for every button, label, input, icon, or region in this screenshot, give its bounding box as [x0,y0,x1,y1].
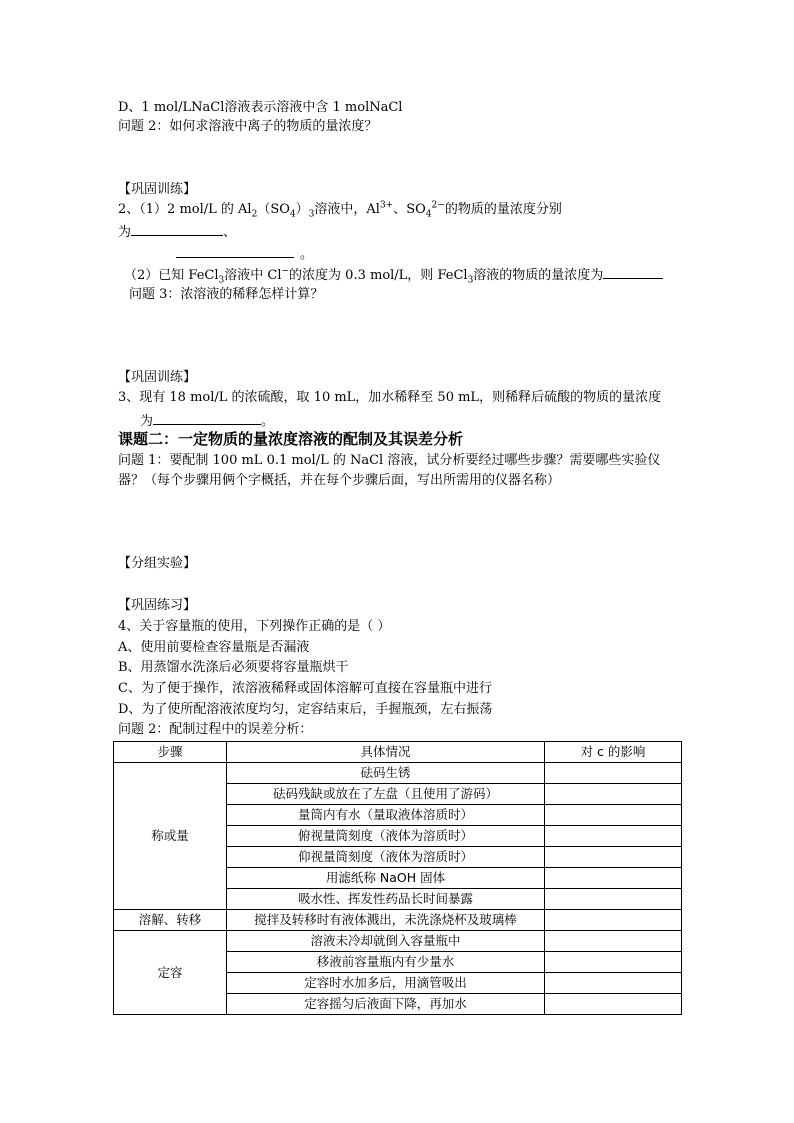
consolidation-practice-heading: 【巩固练习】 [118,598,197,613]
table-row [114,763,682,784]
step-cell: 称或量 [114,763,227,910]
header-effect: 对 c 的影响 [545,742,682,763]
effect-cell[interactable] [545,847,682,868]
situation-cell: 吸水性、挥发性药品长时间暴露 [227,889,545,910]
error-analysis-table [113,741,682,1015]
option-b: B、用蒸馏水洗涤后必须要将容量瓶烘干 [118,660,349,675]
effect-cell[interactable] [545,826,682,847]
exercise-2-part-2: （2）已知 FeCl$_3$溶液中 Cl−的浓度为 0.3 mol/L，则 FeCl$_3$溶液的物质的量浓度为 [124,265,663,285]
answer-blank[interactable] [176,244,294,258]
situation-cell: 砝码生锈 [227,763,545,784]
header-situation: 具体情况 [227,742,545,763]
question-1-line-1: 问题 1：要配制 100 mL 0.1 mol/L 的 NaCl 溶液，试分析要经过哪些步骤？需要哪些实验仪 [118,453,661,468]
option-d: D、为了使所配溶液浓度均匀，定容结束后，手握瓶颈，左右振荡 [118,702,493,717]
effect-cell[interactable] [545,973,682,994]
question-2-error-analysis: 问题 2：配制过程中的误差分析： [118,722,313,737]
exercise-3-answer: 为 。 [140,411,274,431]
option-c: C、为了便于操作，浓溶液稀释或固体溶解可直接在容量瓶中进行 [118,681,492,696]
exercise-2-answer-line-1: 为 、 [118,222,236,242]
effect-cell[interactable] [545,889,682,910]
header-step: 步骤 [114,742,227,763]
situation-cell: 移液前容量瓶内有少量水 [227,952,545,973]
effect-cell[interactable] [545,931,682,952]
situation-cell: 用滤纸称 NaOH 固体 [227,868,545,889]
effect-cell[interactable] [545,763,682,784]
effect-cell[interactable] [545,952,682,973]
consolidation-heading-1: 【巩固训练】 [118,182,197,197]
exercise-2-answer-line-2: 。 [176,244,313,264]
consolidation-heading-2: 【巩固训练】 [118,370,197,385]
exercise-4-text: 4、关于容量瓶的使用，下列操作正确的是（ ） [118,619,391,634]
effect-cell[interactable] [545,994,682,1015]
question-3-text: 问题 3：浓溶液的稀释怎样计算？ [129,287,324,302]
situation-cell: 溶液未冷却就倒入容量瓶中 [227,931,545,952]
step-cell: 溶解、转移 [114,910,227,931]
option-a: A、使用前要检查容量瓶是否漏液 [118,640,310,655]
situation-cell: 俯视量筒刻度（液体为溶质时） [227,826,545,847]
question-2-text: 问题 2：如何求溶液中离子的物质的量浓度？ [118,119,378,134]
table-row [114,910,682,931]
exercise-3-text: 3、现有 18 mol/L 的浓硫酸，取 10 mL，加水稀释至 50 mL，则稀释后硫酸的物质的量浓度 [118,390,662,405]
situation-cell: 仰视量筒刻度（液体为溶质时） [227,847,545,868]
situation-cell: 砝码残缺或放在了左盘（且使用了游码） [227,784,545,805]
effect-cell[interactable] [545,868,682,889]
question-1-line-2: 器？（每个步骤用俩个字概括，并在每个步骤后面，写出所需用的仪器名称） [118,473,561,488]
answer-blank[interactable] [603,265,663,279]
section-2-title: 课题二：一定物质的量浓度溶液的配制及其误差分析 [118,430,464,448]
option-d-text: D、1 mol/LNaCl溶液表示溶液中含 1 molNaCl [118,100,403,115]
step-cell: 定容 [114,931,227,1015]
situation-cell: 定容摇匀后液面下降，再加水 [227,994,545,1015]
situation-cell: 定容时水加多后，用滴管吸出 [227,973,545,994]
group-experiment-heading: 【分组实验】 [118,556,197,571]
answer-blank[interactable] [131,222,223,236]
exercise-2-part-1: 2、（1）2 mol/L 的 $Al_2(SO_4)_3$溶液中，$Al^{3+}$、$SO_4^{2-}$的物质的量浓度分别 [118,200,562,220]
effect-cell[interactable] [545,805,682,826]
table-header-row [114,742,682,763]
situation-cell: 搅拌及转移时有液体溅出，未洗涤烧杯及玻璃棒 [227,910,545,931]
table-row [114,931,682,952]
effect-cell[interactable] [545,784,682,805]
situation-cell: 量筒内有水（量取液体溶质时） [227,805,545,826]
answer-blank[interactable] [153,411,261,425]
effect-cell[interactable] [545,910,682,931]
